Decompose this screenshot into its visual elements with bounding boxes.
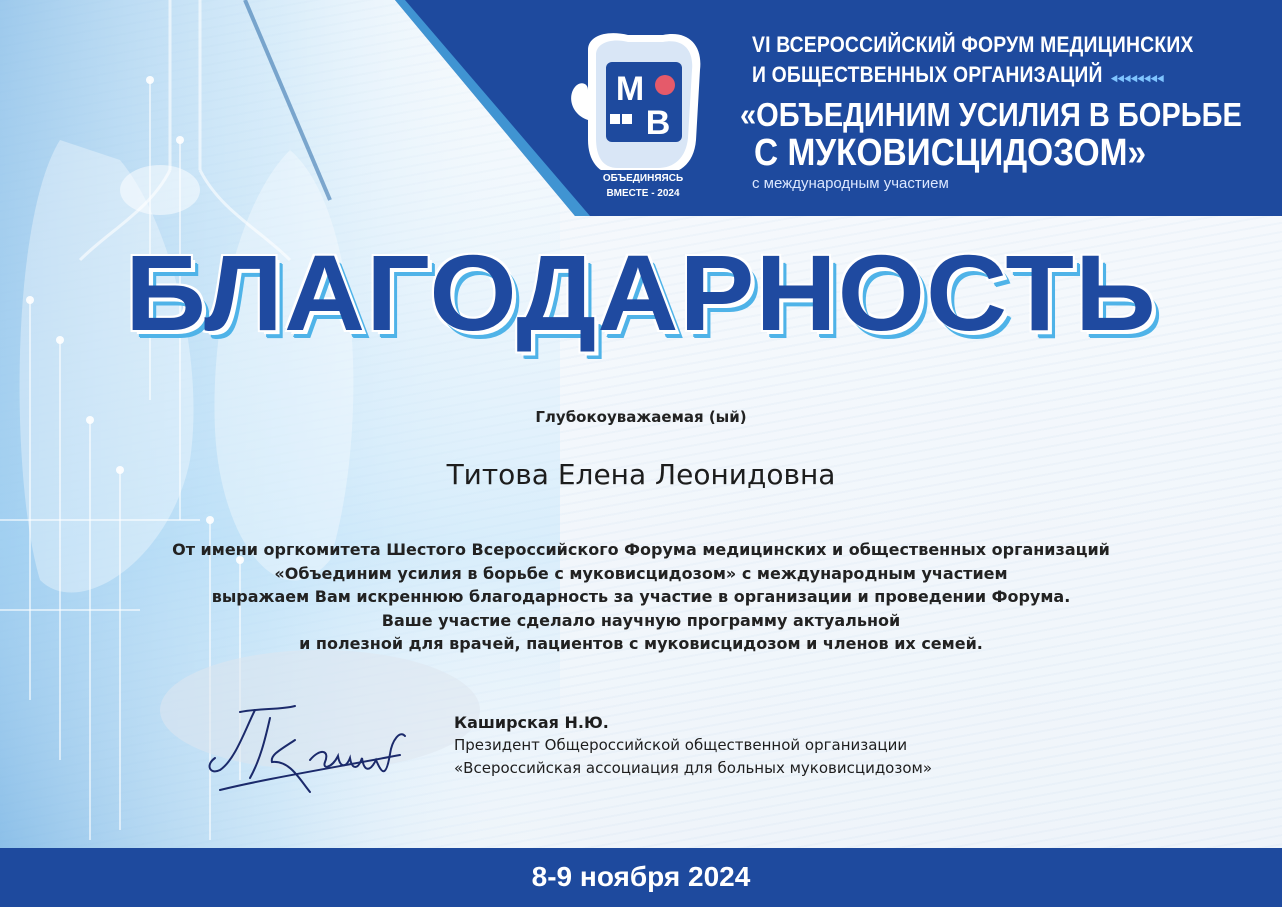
forum-logo [568, 30, 718, 205]
body-line: «Объединим усилия в борьбе с муковисцидозом» с международным участием [274, 563, 1008, 583]
header-line-2-text: И ОБЩЕСТВЕННЫХ ОРГАНИЗАЦИЙ [752, 62, 1103, 87]
header-line-2 [752, 60, 1210, 93]
arrows-decoration: ◂◂◂◂◂◂◂◂ [1111, 70, 1165, 85]
signer-organization: «Всероссийская ассоциация для больных муковисцидозом» [454, 759, 933, 777]
signer-role: Президент Общероссийской общественной организации [454, 736, 908, 754]
forum-header [740, 30, 1272, 192]
footer-band [0, 848, 1282, 907]
signature-image [200, 700, 420, 800]
logo-letter-b: В [645, 104, 671, 142]
body-line: и полезной для врачей, пациентов с муковисцидозом и членов их семей. [299, 634, 983, 653]
header-line-1: VI ВСЕРОССИЙСКИЙ ФОРУМ МЕДИЦИНСКИХ [752, 32, 1194, 57]
logo-letter-m: М [615, 70, 645, 108]
header-line-3: «ОБЪЕДИНИМ УСИЛИЯ В БОРЬБЕ [740, 96, 1242, 133]
body-text [140, 538, 1142, 656]
header-subtitle: с международным участием [752, 175, 949, 192]
body-line: выражаем Вам искреннюю благодарность за участие в организации и проведении Форума. [211, 587, 1071, 606]
event-date: 8-9 ноября 2024 [531, 861, 751, 892]
header-line-4: С МУКОВИСЦИДОЗОМ» [754, 132, 1147, 174]
body-line: От имени оргкомитета Шестого Всероссийского Форума медицинских и общественных организаций [172, 540, 1110, 559]
logo-ribbon-top: ОБЪЕДИНЯЯСЬ [602, 173, 684, 184]
logo-ribbon-bottom: ВМЕСТЕ - 2024 [606, 188, 680, 199]
recipient-name: Титова Елена Леонидовна [446, 458, 836, 491]
signer-name: Каширская Н.Ю. [454, 713, 609, 732]
body-line: Ваше участие сделало научную программу актуальной [381, 610, 901, 630]
salutation: Глубокоуважаемая (ый) [535, 408, 747, 426]
signer-block [454, 712, 932, 780]
certificate-title: БЛАГОДАРНОСТЬ [125, 232, 1157, 353]
